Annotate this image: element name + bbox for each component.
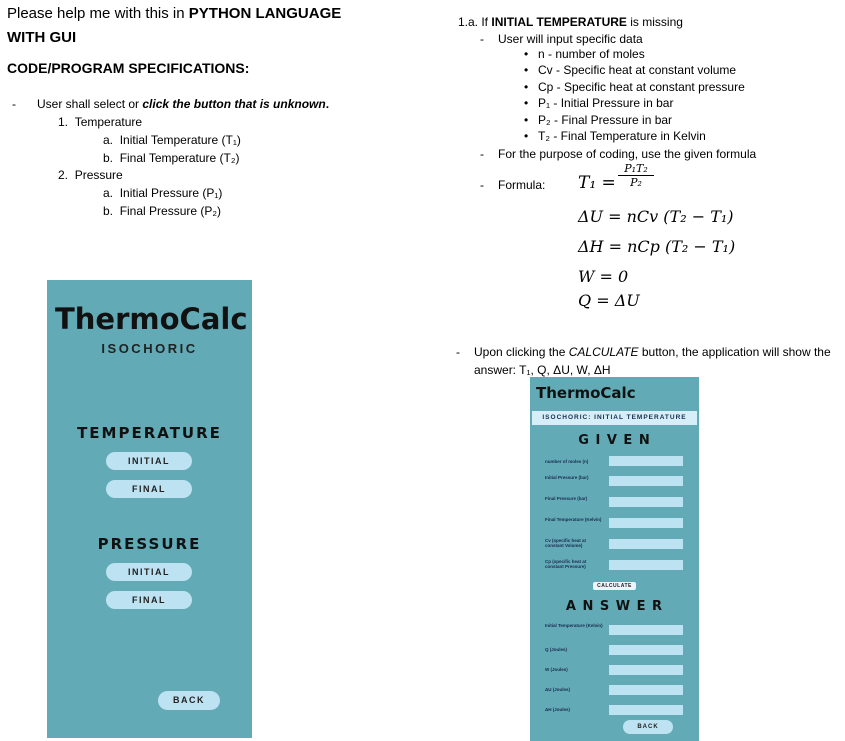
list-item: • P₁ - Initial Pressure in bar [538,95,745,111]
given-label: Initial Pressure (bar) [545,475,589,480]
app-screen-selection [47,280,252,738]
du-output [609,685,683,695]
formula-t1-numerator: P₁T₂ [624,162,648,175]
spec-title: CODE/PROGRAM SPECIFICATIONS: [7,60,250,76]
q-output [609,645,683,655]
app-logo: ThermoCalc [536,384,636,402]
given-label: number of moles (n) [545,459,589,464]
formula-label: Formula: [498,178,546,192]
answer-label: Q (Joules) [545,647,568,652]
formula-t1-denominator: P₂ [618,175,654,189]
option-temperature: 1. Temperature [58,115,143,129]
formula-dh: ΔH = nCp (T₂ − T₁) [578,237,736,256]
given-label: Final Temperature (Kelvin) [545,517,602,522]
case-heading: 1.a. If INITIAL TEMPERATURE is missing [458,15,683,29]
option-temp-b: b. Final Temperature (T₂) [103,151,240,165]
option-temp-a: a. Initial Temperature (T₁) [103,133,241,147]
answer-label: W (Joules) [545,667,568,672]
final-temperature-input[interactable] [609,518,683,528]
input-list [538,46,745,144]
dash: - [480,32,484,46]
given-label: Final Pressure (bar) [545,496,588,501]
dash: - [480,147,484,161]
formula-q: Q = ΔU [578,291,640,310]
dash: - [12,97,16,111]
back-button[interactable]: BACK [158,691,220,710]
dh-output [609,705,683,715]
app-subtitle: ISOCHORIC [101,341,198,356]
instruction: User shall select or click the button that is unknown. [37,97,330,111]
list-item: • n - number of moles [538,46,745,62]
option-pressure: 2. Pressure [58,168,123,182]
option-pres-b: b. Final Pressure (P₂) [103,204,222,218]
pressure-title: PRESSURE [97,535,202,553]
cp-input[interactable] [609,560,683,570]
mode-banner: ISOCHORIC: INITIAL TEMPERATURE [532,411,697,425]
list-item: • Cv - Specific heat at constant volume [538,62,745,78]
formula-w: W = 0 [578,267,629,286]
temperature-title: TEMPERATURE [77,424,222,442]
request-text: Please help me with this in PYTHON LANGUAGE WITH GUI [7,5,342,46]
list-item: • T₂ - Final Temperature in Kelvin [538,128,745,144]
formula-t1-fraction [618,162,654,189]
app-logo: ThermoCalc [55,302,248,336]
list-item: • P₂ - Final Pressure in bar [538,112,745,128]
formula-note: For the purpose of coding, use the given formula [498,147,757,161]
given-title: G I V E N [578,433,651,448]
option-pres-a: a. Initial Pressure (P₁) [103,186,223,200]
dash: - [456,345,460,359]
formula-du: ΔU = nCv (T₂ − T₁) [578,207,734,226]
calculate-button[interactable]: CALCULATE [593,582,636,590]
moles-input[interactable] [609,456,683,466]
pressure-initial-button[interactable]: INITIAL [106,563,192,581]
answer-label: ΔH (Joules) [545,707,570,712]
temp-initial-button[interactable]: INITIAL [106,452,192,470]
calc-note: Upon clicking the CALCULATE button, the application will show the answer: T₁, Q, ΔU, W, ΔH [474,345,831,377]
dash: - [480,178,484,192]
pressure-final-button[interactable]: FINAL [106,591,192,609]
initial-pressure-input[interactable] [609,476,683,486]
given-label: Cp (specific heat at constant Pressure) [545,559,587,569]
cv-input[interactable] [609,539,683,549]
back-button[interactable]: BACK [623,720,673,734]
temp-final-button[interactable]: FINAL [106,480,192,498]
initial-temperature-output [609,625,683,635]
answer-label: ΔU (Joules) [545,687,570,692]
answer-label: Initial Temperature (Kelvin) [545,623,603,628]
input-intro: User will input specific data [498,32,643,46]
given-label: Cv (specific heat at constant Volume) [545,538,587,548]
list-item: • Cp - Specific heat at constant pressure [538,79,745,95]
final-pressure-input[interactable] [609,497,683,507]
w-output [609,665,683,675]
formula-t1-lhs: T₁ = [578,173,616,193]
app-screen-initial-temperature [530,377,699,741]
answer-title: A N S W E R [565,599,664,614]
